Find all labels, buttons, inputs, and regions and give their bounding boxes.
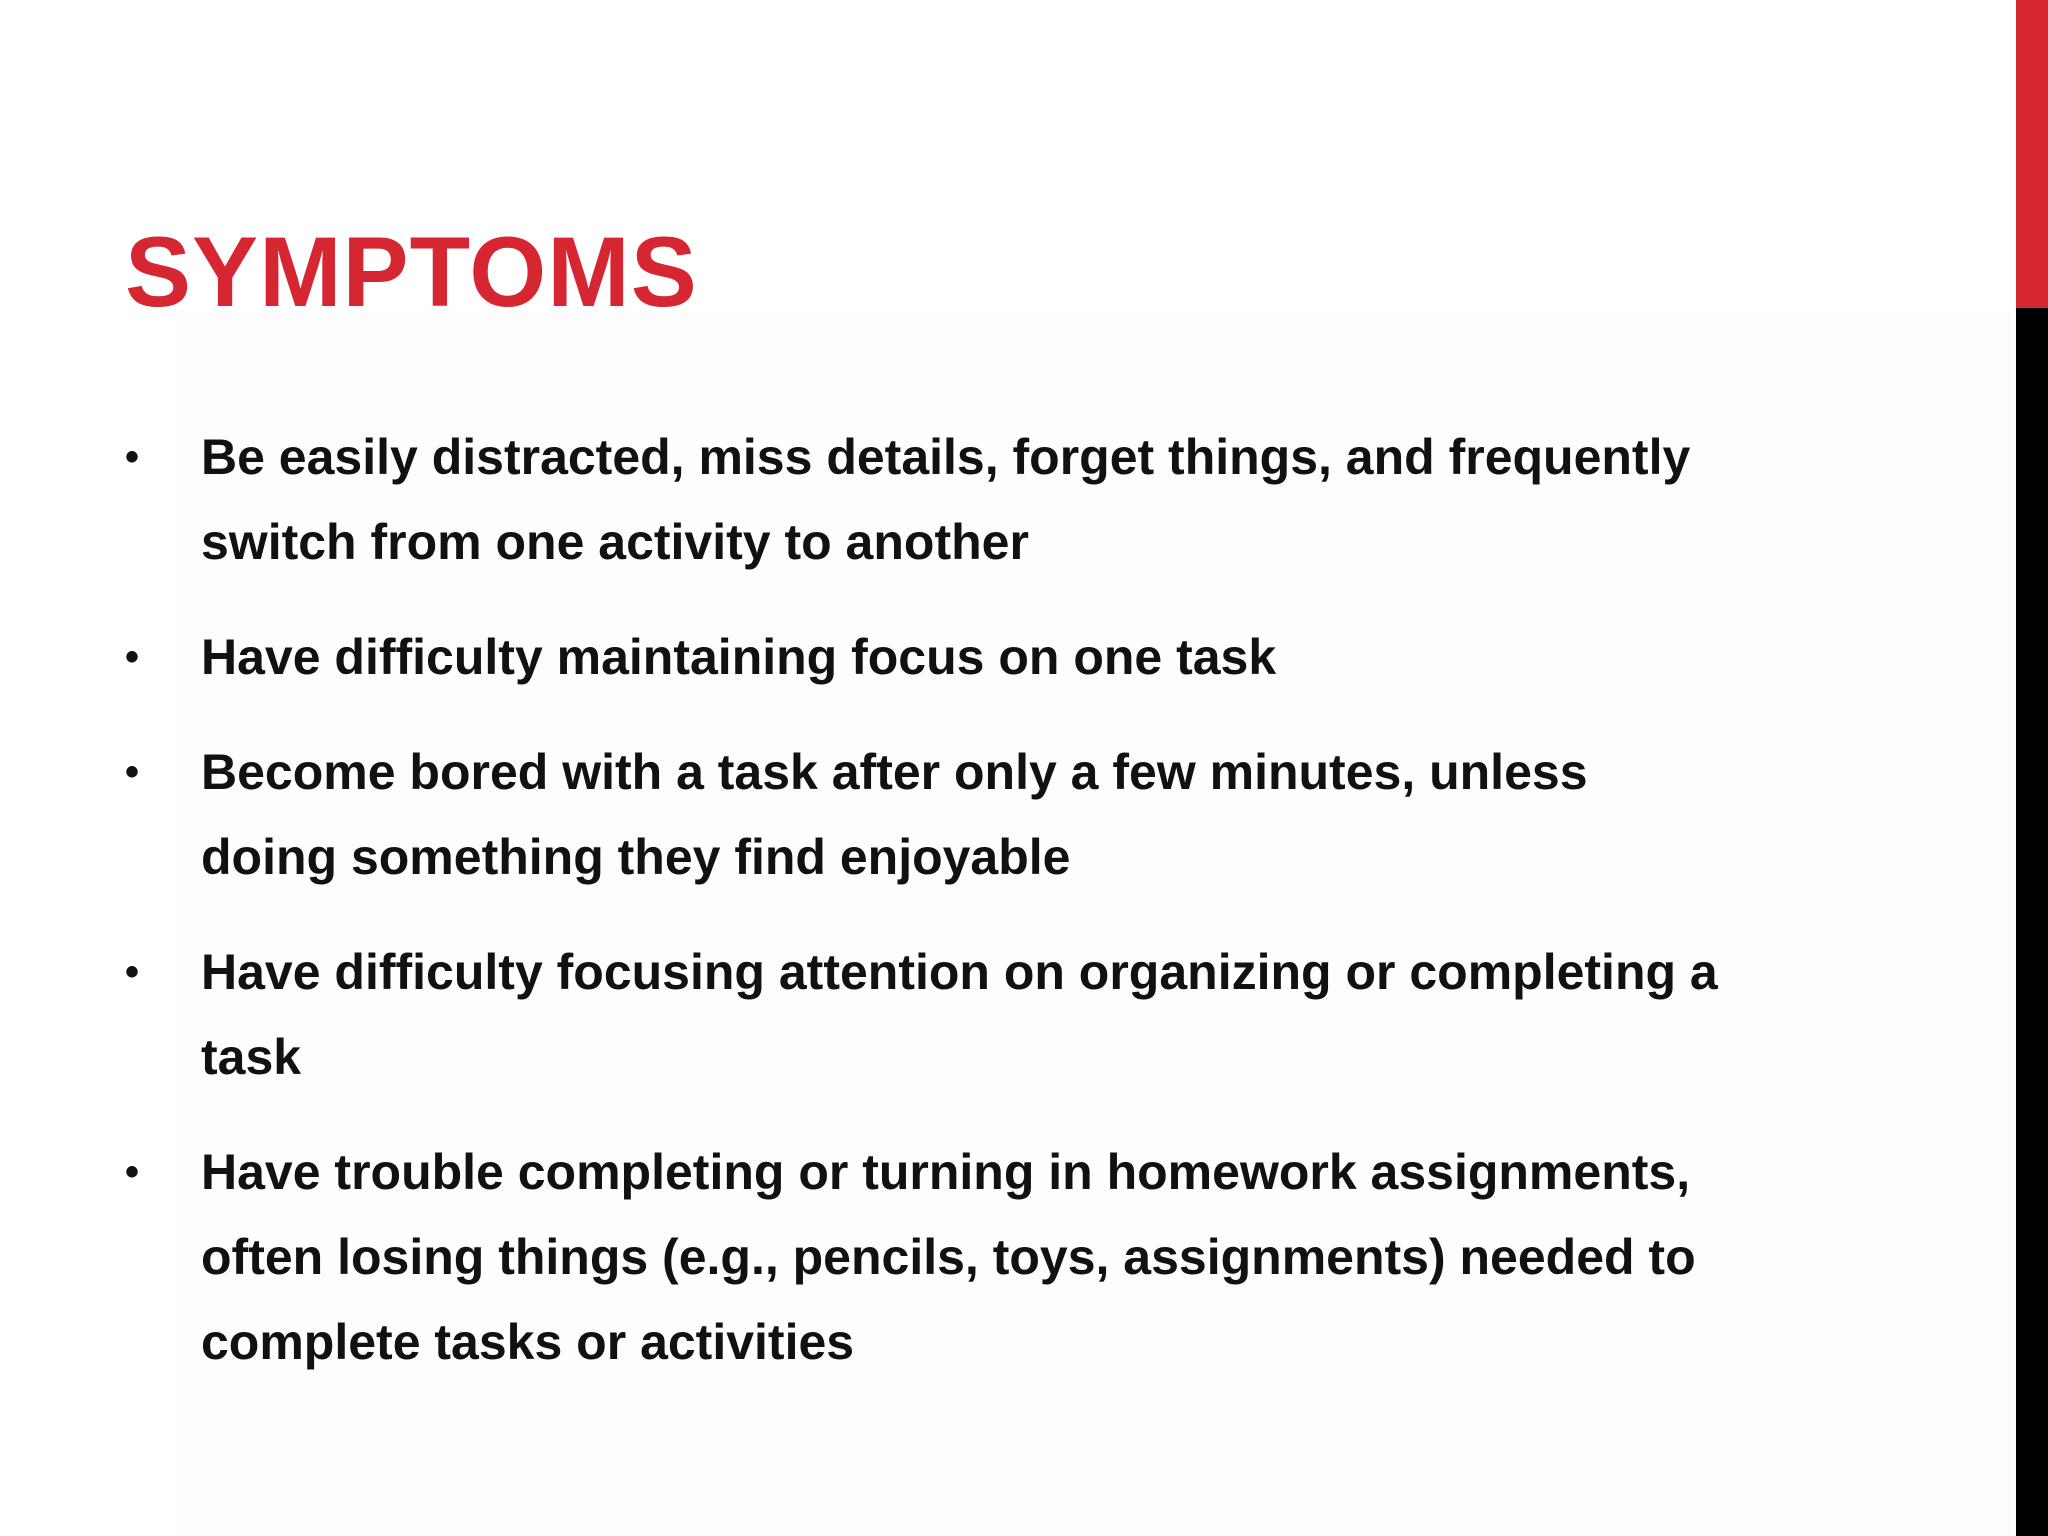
bullet-item bbox=[125, 415, 1725, 585]
bullet-text: Have difficulty maintaining focus on one task bbox=[201, 629, 1277, 685]
bullet-icon: • bbox=[125, 950, 140, 994]
bullet-item bbox=[125, 1130, 1725, 1385]
bullet-item bbox=[125, 930, 1725, 1100]
accent-bar-red bbox=[2016, 0, 2048, 308]
bullet-text: Have trouble completing or turning in homework assignments, often losing things (e.g., pencils, toys, assignments) needed to complete tasks or activities bbox=[201, 1144, 1696, 1370]
bullet-icon: • bbox=[125, 750, 140, 794]
slide-title: SYMPTOMS bbox=[125, 216, 698, 327]
bullet-item bbox=[125, 615, 1725, 700]
accent-bar-black bbox=[2016, 308, 2048, 1536]
bullet-list bbox=[125, 415, 1725, 1415]
bullet-text: Become bored with a task after only a few minutes, unless doing something they find enjoyable bbox=[201, 744, 1588, 885]
bullet-icon: • bbox=[125, 435, 140, 479]
bullet-text: Be easily distracted, miss details, forget things, and frequently switch from one activity to another bbox=[201, 429, 1691, 570]
bullet-icon: • bbox=[125, 1150, 140, 1194]
bullet-icon: • bbox=[125, 635, 140, 679]
bullet-text: Have difficulty focusing attention on organizing or completing a task bbox=[201, 944, 1718, 1085]
bullet-item bbox=[125, 730, 1725, 900]
